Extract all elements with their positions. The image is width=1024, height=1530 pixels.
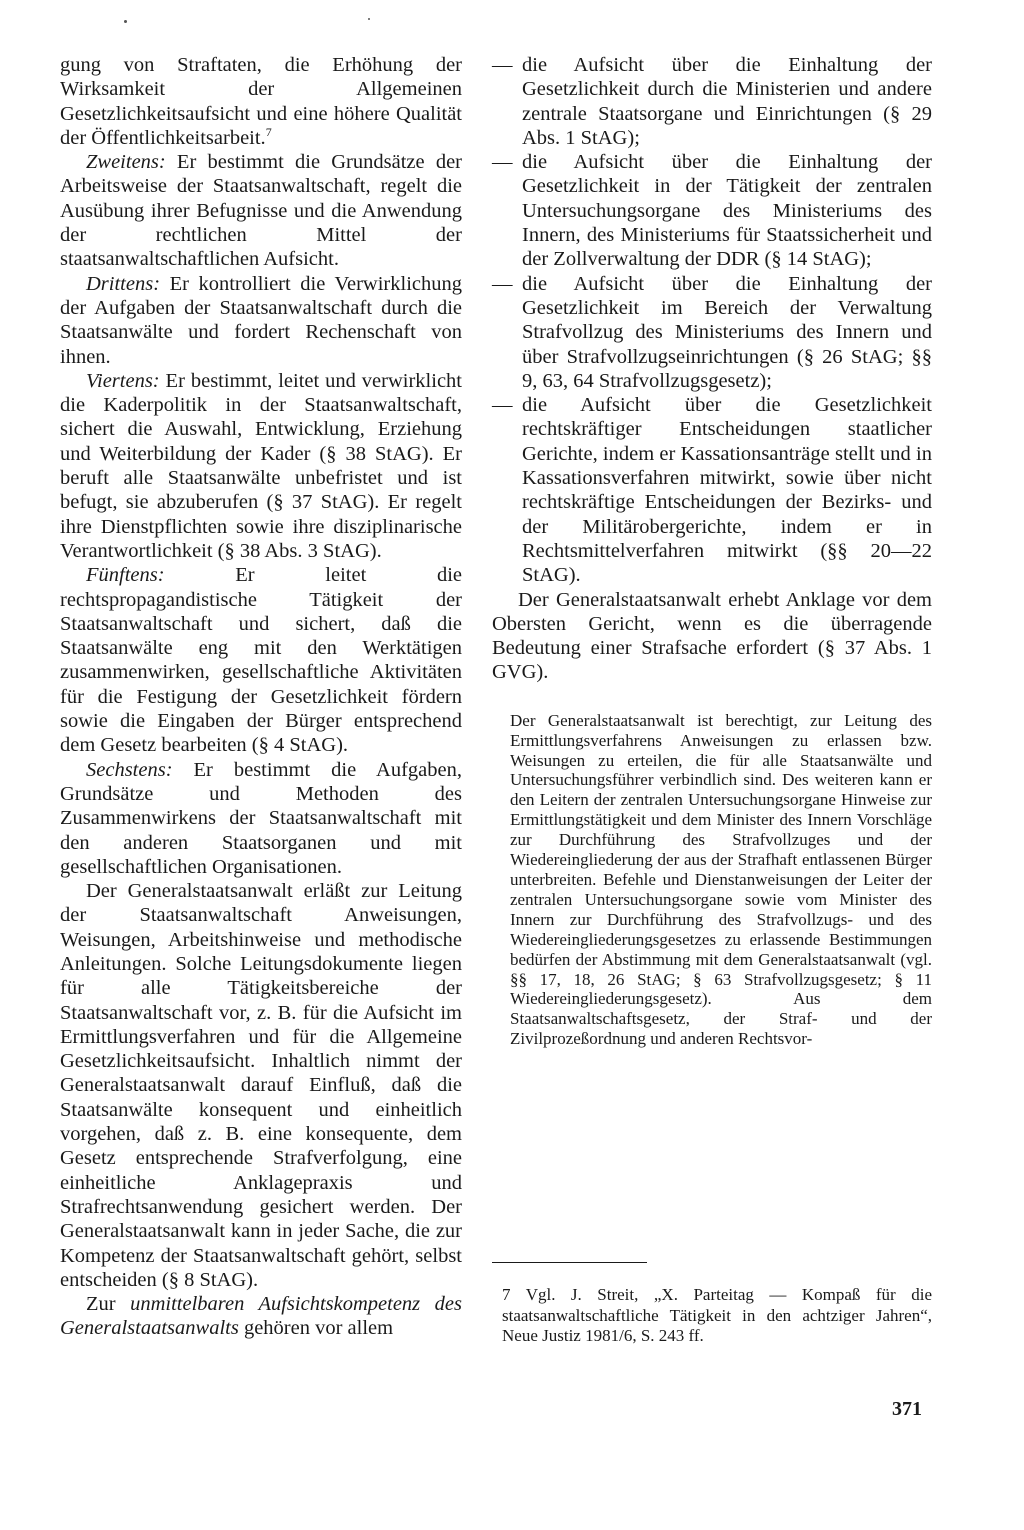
scan-speck — [368, 18, 370, 20]
list-item — [492, 150, 932, 271]
footnote-rule — [492, 1262, 647, 1263]
dash-marker: — — [492, 54, 513, 76]
small-print-paragraph: Der Generalstaatsanwalt ist berechtigt, zur Leitung des Ermittlungsverfahrens Anweisungen zu erlassen bzw. Weisungen zu erteilen, die für alle Staatsanwälte und Untersuchungsführer verbindlich sind. Des weiteren kann er den Leitern der zentralen Untersuchungsorgane Hinweise zur Ermittlungstätigkeit und dem Minister des Innern Vorschläge zur Durchführung des Strafvollzuges und der Wiedereingliederung der aus der Strafhaft entlassenen Bürger unterbreiten. Befehle und Dienstanweisungen der Leiter der zentralen Untersuchungsorgane sowie vom Minister des Innern zur Durchführung des Strafvollzugs- und des Wiedereingliederungsgesetzes zu erlassende Bestimmungen bedürfen der Abstimmung mit dem Generalstaatsanwalt (vgl. §§ 17, 18, 26 StAG; § 63 Strafvollzugsgesetz; § 11 Wiedereingliederungsgesetz). Aus dem Staatsanwaltschaftsgesetz, der Straf- und der Zivilprozeßordnung und anderen Rechtsvor- — [510, 710, 932, 1049]
spacer — [492, 685, 932, 711]
paragraph-intro — [60, 53, 462, 150]
paragraph-drittens — [60, 272, 462, 369]
paragraph-zweitens-text: Er bestimmt die Grundsätze der Arbeitsweise der Staatsanwaltschaft, regelt die Ausübung ihrer Befugnisse und die Anwendung der rechtlichen Mittel der staatsanwaltschaftlichen Aufsicht. — [60, 151, 462, 271]
paragraph-fuenftens-text: Er leitet die rechtspropagandistische Tätigkeit der Staatsanwaltschaft und sichert, daß die Staatsanwälte eng mit den Werktätigen zusammenwirken, gesellschaftliche Aktivitäten für die Festigung der Gesetzlichkeit fördern sowie die Eingaben der Bürger entsprechend dem Gesetz bearbeiten (§ 4 StAG). — [60, 564, 462, 757]
paragraph-aufsichtskompetenz-post: gehören vor allem — [238, 1317, 394, 1340]
left-column — [60, 53, 462, 1341]
paragraph-intro-text: gung von Straftaten, die Erhöhung der Wirksamkeit der Allgemeinen Gesetzlichkeitsaufsicht und eine höhere Qualität der Öffentlichkeitsarbeit. — [60, 54, 462, 149]
lead-viertens: Viertens: — [86, 369, 160, 392]
supervision-list — [492, 53, 932, 588]
dash-marker: — — [492, 272, 513, 295]
paragraph-zweitens — [60, 150, 462, 271]
lead-sechstens: Sechstens: — [86, 758, 173, 781]
paragraph-drittens-text: Er kontrolliert die Verwirklichung der Aufgaben der Staatsanwaltschaft durch die Staatsanwälte und fordert Rechenschaft von ihnen. — [60, 272, 462, 368]
list-item-text: die Aufsicht über die Einhaltung der Gesetzlichkeit in der Tätigkeit der zentralen Untersuchungsorgane des Ministeriums des Innern, des Ministeriums für Staatssicherheit und der Zollverwaltung der DDR (§ 14 StAG); — [522, 151, 932, 271]
lead-drittens: Drittens: — [86, 272, 161, 295]
paragraph-viertens — [60, 369, 462, 563]
paragraph-leitungsdokumente: Der Generalstaatsanwalt erläßt zur Leitung der Staatsanwaltschaft Anweisungen, Weisungen, Arbeitshinweise und methodische Anleitungen. Solche Leitungsdokumente liegen für alle Tätigkeitsbereiche der Staatsanwaltschaft vor, z. B. für die Aufsicht im Ermittlungsverfahren und für die Allgemeine Gesetzlichkeitsaufsicht. Inhaltlich nimmt der Generalstaatsanwalt darauf Einfluß, daß die Staatsanwälte konsequent und einheitlich vorgehen, daß z. B. eine konsequente, dem Gesetz entsprechende Strafverfolgung, eine einheitliche Anklagepraxis und Strafrechtsanwendung gesichert werden. Der Generalstaatsanwalt kann in jeder Sache, die zur Kompetenz der Staatsanwaltschaft gehört, selbst entscheiden (§ 8 StAG). — [60, 880, 462, 1291]
list-item — [492, 272, 932, 393]
scan-speck — [124, 20, 127, 23]
list-item-text: die Aufsicht über die Gesetzlichkeit rechtskräftiger Entscheidungen staatlicher Gerichte, indem er Kassationsanträge stellt und in Kassationsverfahren mitwirkt, sowie über nicht rechtskräftige Entscheidungen der Bezirks- und der Militärobergerichte, indem er in Rechtsmittelverfahren mitwirkt (§§ 20—22 StAG). — [522, 394, 932, 587]
paragraph-aufsichtskompetenz-pre: Zur — [86, 1293, 131, 1316]
list-item-text: die Aufsicht über die Einhaltung der Gesetzlichkeit durch die Ministerien und andere zentrale Staatsorgane und Einrichtungen (§ 29 Abs. 1 StAG); — [522, 54, 932, 149]
paragraph-viertens-text: Er bestimmt, leitet und verwirklicht die Kaderpolitik in der Staatsanwaltschaft, sichert die Auswahl, Entwicklung, Erziehung und Weiterbildung der Kader (§ 38 StAG). Er beruft alle Staatsanwälte unbefristet und ist befugt, sie abzuberufen (§ 37 StAG). Er regelt ihre Dienstpflichten sowie ihre disziplinarische Verantwortlichkeit (§ 38 Abs. 3 StAG). — [60, 369, 462, 562]
dash-marker: — — [492, 151, 513, 174]
page-number: 371 — [892, 1398, 922, 1420]
paragraph-sechstens-text: Er bestimmt die Aufgaben, Grundsätze und Methoden des Zusammenwirkens der Staatsanwaltschaft mit den anderen Staatsorganen und mit gesellschaftlichen Organisationen. — [60, 758, 462, 878]
lead-fuenftens: Fünftens: — [86, 564, 165, 587]
list-item — [492, 53, 932, 150]
paragraph-sechstens — [60, 758, 462, 879]
lead-zweitens: Zweitens: — [86, 151, 166, 174]
footnote-ref: 7 — [265, 125, 272, 140]
right-column — [492, 53, 932, 1049]
list-item-text: die Aufsicht über die Einhaltung der Gesetzlichkeit im Bereich der Verwaltung Strafvollzug des Ministeriums des Innern und über Strafvollzugseinrichtungen (§ 26 StAG; §§ 9, 63, 64 Strafvollzugsgesetz); — [522, 272, 932, 392]
dash-marker: — — [492, 394, 513, 417]
paragraph-aufsichtskompetenz — [60, 1292, 462, 1341]
paragraph-aufsichtskompetenz-italic: unmittelbaren Aufsichtskompetenz des Generalstaatsanwalts — [60, 1293, 462, 1340]
footnote: 7 Vgl. J. Streit, „X. Parteitag — Kompaß für die staatsanwaltschaftliche Tätigkeit in den achtziger Jahren“, Neue Justiz 1981/6, S. 243 ff. — [502, 1285, 932, 1345]
paragraph-anklage: Der Generalstaatsanwalt erhebt Anklage vor dem Obersten Gericht, wenn es die überragende Bedeutung einer Strafsache erfordert (§ 37 Abs. 1 GVG). — [492, 588, 932, 684]
paragraph-fuenftens — [60, 563, 462, 757]
list-item — [492, 393, 932, 587]
